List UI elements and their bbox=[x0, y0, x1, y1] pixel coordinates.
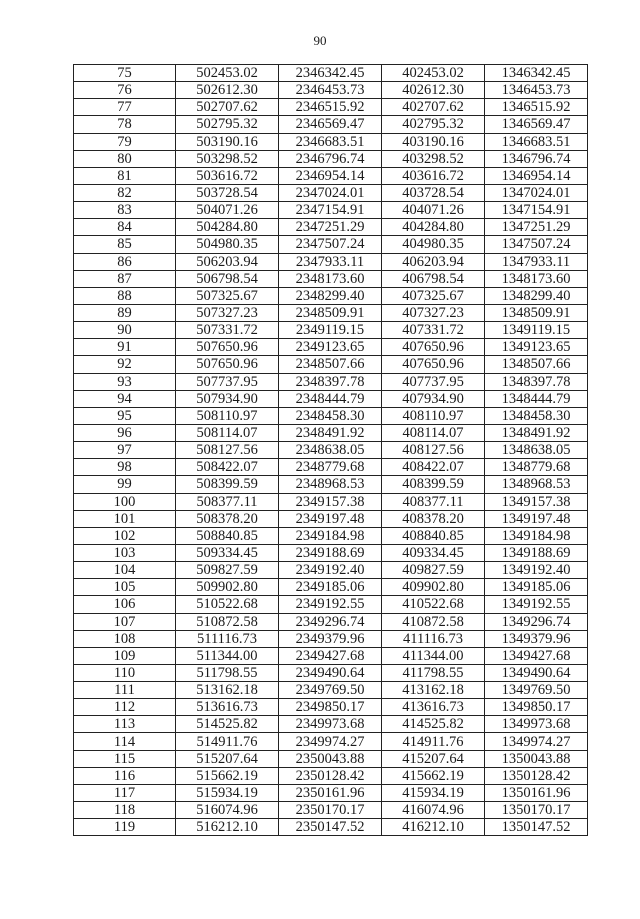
x-local-cell: 407737.95 bbox=[382, 373, 485, 390]
y-local-cell: 1349123.65 bbox=[485, 339, 588, 356]
x-coordinate-cell: 502453.02 bbox=[176, 65, 279, 82]
x-local-cell: 411344.00 bbox=[382, 647, 485, 664]
table-row bbox=[74, 819, 588, 836]
y-coordinate-cell: 2349490.64 bbox=[279, 664, 382, 681]
y-local-cell: 1349427.68 bbox=[485, 647, 588, 664]
point-number-cell: 75 bbox=[74, 65, 176, 82]
table-row bbox=[74, 356, 588, 373]
x-local-cell: 408114.07 bbox=[382, 424, 485, 441]
y-coordinate-cell: 2349769.50 bbox=[279, 682, 382, 699]
x-local-cell: 415207.64 bbox=[382, 750, 485, 767]
x-local-cell: 414525.82 bbox=[382, 716, 485, 733]
x-local-cell: 410522.68 bbox=[382, 596, 485, 613]
y-coordinate-cell: 2348444.79 bbox=[279, 390, 382, 407]
x-local-cell: 407650.96 bbox=[382, 339, 485, 356]
point-number-cell: 117 bbox=[74, 784, 176, 801]
x-coordinate-cell: 514911.76 bbox=[176, 733, 279, 750]
y-local-cell: 1349188.69 bbox=[485, 544, 588, 561]
table-row bbox=[74, 613, 588, 630]
x-local-cell: 402453.02 bbox=[382, 65, 485, 82]
table-row bbox=[74, 82, 588, 99]
x-coordinate-cell: 508422.07 bbox=[176, 459, 279, 476]
table-row bbox=[74, 527, 588, 544]
point-number-cell: 80 bbox=[74, 150, 176, 167]
y-coordinate-cell: 2350170.17 bbox=[279, 802, 382, 819]
x-local-cell: 404071.26 bbox=[382, 202, 485, 219]
x-coordinate-cell: 513616.73 bbox=[176, 699, 279, 716]
y-local-cell: 1348444.79 bbox=[485, 390, 588, 407]
y-local-cell: 1347251.29 bbox=[485, 219, 588, 236]
point-number-cell: 109 bbox=[74, 647, 176, 664]
point-number-cell: 113 bbox=[74, 716, 176, 733]
y-local-cell: 1349197.48 bbox=[485, 510, 588, 527]
point-number-cell: 83 bbox=[74, 202, 176, 219]
y-coordinate-cell: 2349185.06 bbox=[279, 579, 382, 596]
y-local-cell: 1348507.66 bbox=[485, 356, 588, 373]
y-local-cell: 1349769.50 bbox=[485, 682, 588, 699]
table-row bbox=[74, 133, 588, 150]
x-local-cell: 402707.62 bbox=[382, 99, 485, 116]
point-number-cell: 115 bbox=[74, 750, 176, 767]
point-number-cell: 82 bbox=[74, 184, 176, 201]
x-coordinate-cell: 502707.62 bbox=[176, 99, 279, 116]
table-row bbox=[74, 750, 588, 767]
y-local-cell: 1348968.53 bbox=[485, 476, 588, 493]
point-number-cell: 91 bbox=[74, 339, 176, 356]
point-number-cell: 90 bbox=[74, 322, 176, 339]
point-number-cell: 88 bbox=[74, 287, 176, 304]
point-number-cell: 111 bbox=[74, 682, 176, 699]
y-coordinate-cell: 2347251.29 bbox=[279, 219, 382, 236]
y-coordinate-cell: 2348779.68 bbox=[279, 459, 382, 476]
x-local-cell: 408110.97 bbox=[382, 407, 485, 424]
y-coordinate-cell: 2348507.66 bbox=[279, 356, 382, 373]
y-coordinate-cell: 2347507.24 bbox=[279, 236, 382, 253]
table-row bbox=[74, 116, 588, 133]
y-coordinate-cell: 2348509.91 bbox=[279, 304, 382, 321]
x-coordinate-cell: 509827.59 bbox=[176, 562, 279, 579]
y-coordinate-cell: 2349192.55 bbox=[279, 596, 382, 613]
point-number-cell: 100 bbox=[74, 493, 176, 510]
y-local-cell: 1348638.05 bbox=[485, 442, 588, 459]
y-local-cell: 1346796.74 bbox=[485, 150, 588, 167]
x-coordinate-cell: 503616.72 bbox=[176, 167, 279, 184]
y-coordinate-cell: 2349197.48 bbox=[279, 510, 382, 527]
y-coordinate-cell: 2348638.05 bbox=[279, 442, 382, 459]
point-number-cell: 81 bbox=[74, 167, 176, 184]
point-number-cell: 89 bbox=[74, 304, 176, 321]
y-local-cell: 1349119.15 bbox=[485, 322, 588, 339]
x-local-cell: 408840.85 bbox=[382, 527, 485, 544]
table-row bbox=[74, 784, 588, 801]
x-coordinate-cell: 510522.68 bbox=[176, 596, 279, 613]
y-local-cell: 1346515.92 bbox=[485, 99, 588, 116]
table-row bbox=[74, 253, 588, 270]
x-coordinate-cell: 507737.95 bbox=[176, 373, 279, 390]
x-coordinate-cell: 511116.73 bbox=[176, 630, 279, 647]
y-local-cell: 1346342.45 bbox=[485, 65, 588, 82]
x-local-cell: 402795.32 bbox=[382, 116, 485, 133]
y-coordinate-cell: 2346683.51 bbox=[279, 133, 382, 150]
table-row bbox=[74, 390, 588, 407]
x-local-cell: 413162.18 bbox=[382, 682, 485, 699]
y-local-cell: 1346954.14 bbox=[485, 167, 588, 184]
table-row bbox=[74, 236, 588, 253]
x-coordinate-cell: 516212.10 bbox=[176, 819, 279, 836]
x-coordinate-cell: 516074.96 bbox=[176, 802, 279, 819]
x-local-cell: 409902.80 bbox=[382, 579, 485, 596]
y-coordinate-cell: 2348173.60 bbox=[279, 270, 382, 287]
y-local-cell: 1348397.78 bbox=[485, 373, 588, 390]
table-row bbox=[74, 322, 588, 339]
point-number-cell: 101 bbox=[74, 510, 176, 527]
point-number-cell: 114 bbox=[74, 733, 176, 750]
y-local-cell: 1347933.11 bbox=[485, 253, 588, 270]
y-local-cell: 1350147.52 bbox=[485, 819, 588, 836]
y-coordinate-cell: 2349850.17 bbox=[279, 699, 382, 716]
y-local-cell: 1350043.88 bbox=[485, 750, 588, 767]
table-row bbox=[74, 442, 588, 459]
x-local-cell: 408378.20 bbox=[382, 510, 485, 527]
y-local-cell: 1349850.17 bbox=[485, 699, 588, 716]
x-local-cell: 406203.94 bbox=[382, 253, 485, 270]
x-local-cell: 408422.07 bbox=[382, 459, 485, 476]
y-local-cell: 1349192.40 bbox=[485, 562, 588, 579]
y-local-cell: 1347154.91 bbox=[485, 202, 588, 219]
y-local-cell: 1350128.42 bbox=[485, 767, 588, 784]
table-row bbox=[74, 767, 588, 784]
x-coordinate-cell: 508114.07 bbox=[176, 424, 279, 441]
x-coordinate-cell: 504980.35 bbox=[176, 236, 279, 253]
y-coordinate-cell: 2347154.91 bbox=[279, 202, 382, 219]
y-coordinate-cell: 2348458.30 bbox=[279, 407, 382, 424]
point-number-cell: 92 bbox=[74, 356, 176, 373]
table-row bbox=[74, 304, 588, 321]
y-coordinate-cell: 2349192.40 bbox=[279, 562, 382, 579]
x-coordinate-cell: 509334.45 bbox=[176, 544, 279, 561]
y-local-cell: 1350161.96 bbox=[485, 784, 588, 801]
table-row bbox=[74, 476, 588, 493]
x-coordinate-cell: 507650.96 bbox=[176, 339, 279, 356]
table-row bbox=[74, 219, 588, 236]
x-coordinate-cell: 515207.64 bbox=[176, 750, 279, 767]
y-coordinate-cell: 2349379.96 bbox=[279, 630, 382, 647]
y-coordinate-cell: 2350147.52 bbox=[279, 819, 382, 836]
point-number-cell: 98 bbox=[74, 459, 176, 476]
page-number: 90 bbox=[313, 33, 327, 48]
x-local-cell: 402612.30 bbox=[382, 82, 485, 99]
x-coordinate-cell: 515662.19 bbox=[176, 767, 279, 784]
x-coordinate-cell: 507934.90 bbox=[176, 390, 279, 407]
table-row bbox=[74, 630, 588, 647]
x-local-cell: 411798.55 bbox=[382, 664, 485, 681]
point-number-cell: 93 bbox=[74, 373, 176, 390]
x-local-cell: 404284.80 bbox=[382, 219, 485, 236]
y-local-cell: 1349973.68 bbox=[485, 716, 588, 733]
x-local-cell: 415934.19 bbox=[382, 784, 485, 801]
x-local-cell: 413616.73 bbox=[382, 699, 485, 716]
table-row bbox=[74, 802, 588, 819]
point-number-cell: 99 bbox=[74, 476, 176, 493]
point-number-cell: 103 bbox=[74, 544, 176, 561]
table-row bbox=[74, 664, 588, 681]
y-local-cell: 1348509.91 bbox=[485, 304, 588, 321]
point-number-cell: 85 bbox=[74, 236, 176, 253]
table-row bbox=[74, 716, 588, 733]
x-local-cell: 403728.54 bbox=[382, 184, 485, 201]
point-number-cell: 102 bbox=[74, 527, 176, 544]
x-local-cell: 410872.58 bbox=[382, 613, 485, 630]
table-row bbox=[74, 270, 588, 287]
x-coordinate-cell: 503728.54 bbox=[176, 184, 279, 201]
point-number-cell: 106 bbox=[74, 596, 176, 613]
table-row bbox=[74, 373, 588, 390]
x-local-cell: 415662.19 bbox=[382, 767, 485, 784]
y-local-cell: 1348299.40 bbox=[485, 287, 588, 304]
x-local-cell: 408399.59 bbox=[382, 476, 485, 493]
table-row bbox=[74, 424, 588, 441]
x-coordinate-cell: 514525.82 bbox=[176, 716, 279, 733]
point-number-cell: 84 bbox=[74, 219, 176, 236]
y-local-cell: 1348173.60 bbox=[485, 270, 588, 287]
table-row bbox=[74, 733, 588, 750]
point-number-cell: 105 bbox=[74, 579, 176, 596]
table-row bbox=[74, 699, 588, 716]
table-row bbox=[74, 544, 588, 561]
x-local-cell: 407331.72 bbox=[382, 322, 485, 339]
y-coordinate-cell: 2346342.45 bbox=[279, 65, 382, 82]
x-coordinate-cell: 508399.59 bbox=[176, 476, 279, 493]
point-number-cell: 119 bbox=[74, 819, 176, 836]
x-coordinate-cell: 502612.30 bbox=[176, 82, 279, 99]
table-row bbox=[74, 493, 588, 510]
y-local-cell: 1349184.98 bbox=[485, 527, 588, 544]
y-local-cell: 1348779.68 bbox=[485, 459, 588, 476]
x-local-cell: 404980.35 bbox=[382, 236, 485, 253]
x-local-cell: 408377.11 bbox=[382, 493, 485, 510]
x-local-cell: 411116.73 bbox=[382, 630, 485, 647]
y-coordinate-cell: 2348397.78 bbox=[279, 373, 382, 390]
point-number-cell: 116 bbox=[74, 767, 176, 784]
x-coordinate-cell: 513162.18 bbox=[176, 682, 279, 699]
table-row bbox=[74, 562, 588, 579]
y-coordinate-cell: 2350161.96 bbox=[279, 784, 382, 801]
coordinate-table-body bbox=[74, 65, 588, 836]
y-local-cell: 1349490.64 bbox=[485, 664, 588, 681]
x-coordinate-cell: 507325.67 bbox=[176, 287, 279, 304]
point-number-cell: 78 bbox=[74, 116, 176, 133]
x-coordinate-cell: 508378.20 bbox=[176, 510, 279, 527]
table-row bbox=[74, 202, 588, 219]
x-local-cell: 414911.76 bbox=[382, 733, 485, 750]
x-local-cell: 403616.72 bbox=[382, 167, 485, 184]
y-local-cell: 1346453.73 bbox=[485, 82, 588, 99]
y-coordinate-cell: 2349123.65 bbox=[279, 339, 382, 356]
x-local-cell: 407934.90 bbox=[382, 390, 485, 407]
table-row bbox=[74, 682, 588, 699]
x-coordinate-cell: 502795.32 bbox=[176, 116, 279, 133]
x-coordinate-cell: 503190.16 bbox=[176, 133, 279, 150]
y-coordinate-cell: 2348968.53 bbox=[279, 476, 382, 493]
y-local-cell: 1349185.06 bbox=[485, 579, 588, 596]
y-local-cell: 1350170.17 bbox=[485, 802, 588, 819]
point-number-cell: 96 bbox=[74, 424, 176, 441]
table-row bbox=[74, 579, 588, 596]
x-local-cell: 403190.16 bbox=[382, 133, 485, 150]
x-local-cell: 408127.56 bbox=[382, 442, 485, 459]
table-row bbox=[74, 150, 588, 167]
y-coordinate-cell: 2348299.40 bbox=[279, 287, 382, 304]
point-number-cell: 86 bbox=[74, 253, 176, 270]
x-coordinate-cell: 508127.56 bbox=[176, 442, 279, 459]
x-coordinate-cell: 508110.97 bbox=[176, 407, 279, 424]
y-coordinate-cell: 2349119.15 bbox=[279, 322, 382, 339]
y-local-cell: 1349192.55 bbox=[485, 596, 588, 613]
x-local-cell: 416074.96 bbox=[382, 802, 485, 819]
y-coordinate-cell: 2350043.88 bbox=[279, 750, 382, 767]
x-coordinate-cell: 510872.58 bbox=[176, 613, 279, 630]
x-coordinate-cell: 511798.55 bbox=[176, 664, 279, 681]
x-coordinate-cell: 508377.11 bbox=[176, 493, 279, 510]
x-coordinate-cell: 503298.52 bbox=[176, 150, 279, 167]
y-local-cell: 1347507.24 bbox=[485, 236, 588, 253]
x-local-cell: 409827.59 bbox=[382, 562, 485, 579]
x-coordinate-cell: 507331.72 bbox=[176, 322, 279, 339]
y-coordinate-cell: 2350128.42 bbox=[279, 767, 382, 784]
x-local-cell: 416212.10 bbox=[382, 819, 485, 836]
point-number-cell: 95 bbox=[74, 407, 176, 424]
table-row bbox=[74, 184, 588, 201]
point-number-cell: 97 bbox=[74, 442, 176, 459]
point-number-cell: 107 bbox=[74, 613, 176, 630]
x-coordinate-cell: 507650.96 bbox=[176, 356, 279, 373]
y-coordinate-cell: 2349974.27 bbox=[279, 733, 382, 750]
point-number-cell: 87 bbox=[74, 270, 176, 287]
y-local-cell: 1348458.30 bbox=[485, 407, 588, 424]
table-row bbox=[74, 596, 588, 613]
y-local-cell: 1349157.38 bbox=[485, 493, 588, 510]
table-row bbox=[74, 65, 588, 82]
point-number-cell: 76 bbox=[74, 82, 176, 99]
x-coordinate-cell: 506203.94 bbox=[176, 253, 279, 270]
point-number-cell: 77 bbox=[74, 99, 176, 116]
point-number-cell: 112 bbox=[74, 699, 176, 716]
coordinate-table bbox=[73, 64, 588, 836]
y-coordinate-cell: 2346569.47 bbox=[279, 116, 382, 133]
y-local-cell: 1349974.27 bbox=[485, 733, 588, 750]
x-local-cell: 407650.96 bbox=[382, 356, 485, 373]
y-coordinate-cell: 2346515.92 bbox=[279, 99, 382, 116]
y-coordinate-cell: 2346453.73 bbox=[279, 82, 382, 99]
x-local-cell: 407327.23 bbox=[382, 304, 485, 321]
point-number-cell: 118 bbox=[74, 802, 176, 819]
y-coordinate-cell: 2349184.98 bbox=[279, 527, 382, 544]
y-local-cell: 1346683.51 bbox=[485, 133, 588, 150]
table-row bbox=[74, 459, 588, 476]
x-local-cell: 407325.67 bbox=[382, 287, 485, 304]
y-local-cell: 1348491.92 bbox=[485, 424, 588, 441]
y-coordinate-cell: 2346796.74 bbox=[279, 150, 382, 167]
y-coordinate-cell: 2349188.69 bbox=[279, 544, 382, 561]
x-coordinate-cell: 504284.80 bbox=[176, 219, 279, 236]
y-local-cell: 1347024.01 bbox=[485, 184, 588, 201]
y-local-cell: 1346569.47 bbox=[485, 116, 588, 133]
table-row bbox=[74, 287, 588, 304]
point-number-cell: 104 bbox=[74, 562, 176, 579]
table-row bbox=[74, 339, 588, 356]
y-coordinate-cell: 2347024.01 bbox=[279, 184, 382, 201]
x-coordinate-cell: 511344.00 bbox=[176, 647, 279, 664]
x-coordinate-cell: 506798.54 bbox=[176, 270, 279, 287]
x-local-cell: 409334.45 bbox=[382, 544, 485, 561]
table-row bbox=[74, 647, 588, 664]
y-coordinate-cell: 2346954.14 bbox=[279, 167, 382, 184]
x-coordinate-cell: 515934.19 bbox=[176, 784, 279, 801]
y-coordinate-cell: 2349427.68 bbox=[279, 647, 382, 664]
y-coordinate-cell: 2348491.92 bbox=[279, 424, 382, 441]
x-local-cell: 406798.54 bbox=[382, 270, 485, 287]
x-coordinate-cell: 504071.26 bbox=[176, 202, 279, 219]
table-row bbox=[74, 167, 588, 184]
point-number-cell: 108 bbox=[74, 630, 176, 647]
y-coordinate-cell: 2349296.74 bbox=[279, 613, 382, 630]
point-number-cell: 79 bbox=[74, 133, 176, 150]
y-local-cell: 1349296.74 bbox=[485, 613, 588, 630]
y-coordinate-cell: 2347933.11 bbox=[279, 253, 382, 270]
point-number-cell: 94 bbox=[74, 390, 176, 407]
table-row bbox=[74, 99, 588, 116]
x-local-cell: 403298.52 bbox=[382, 150, 485, 167]
x-coordinate-cell: 508840.85 bbox=[176, 527, 279, 544]
table-row bbox=[74, 510, 588, 527]
y-coordinate-cell: 2349157.38 bbox=[279, 493, 382, 510]
y-local-cell: 1349379.96 bbox=[485, 630, 588, 647]
y-coordinate-cell: 2349973.68 bbox=[279, 716, 382, 733]
x-coordinate-cell: 507327.23 bbox=[176, 304, 279, 321]
point-number-cell: 110 bbox=[74, 664, 176, 681]
x-coordinate-cell: 509902.80 bbox=[176, 579, 279, 596]
table-row bbox=[74, 407, 588, 424]
